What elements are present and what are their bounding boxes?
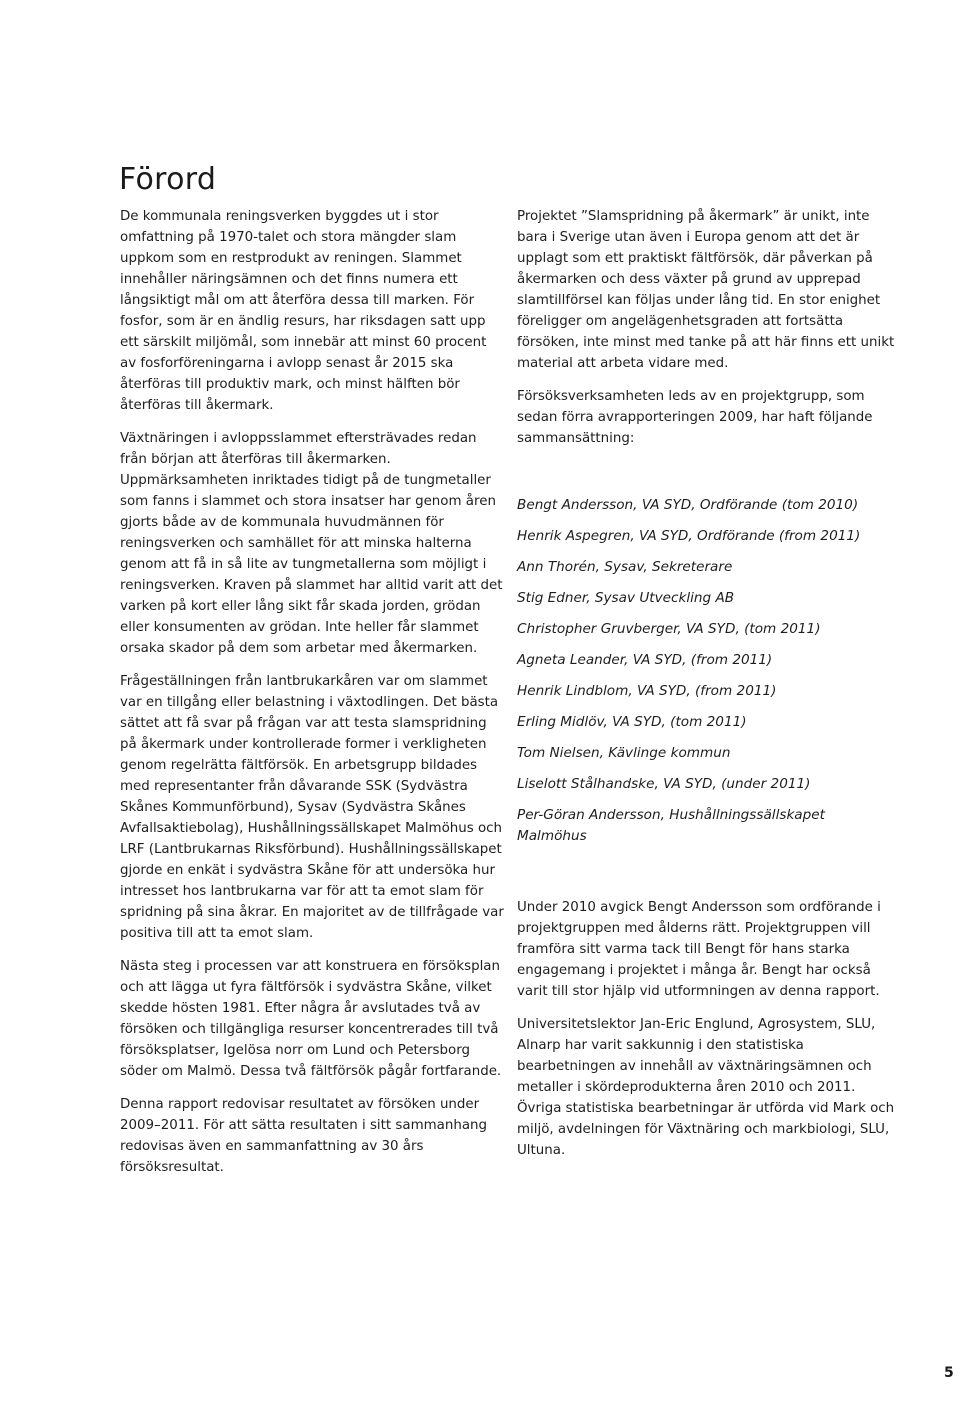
paragraph: Frågeställningen från lantbrukarkåren var om slammet var en tillgång eller belastning i växtodlingen. Det bästa sättet att få svar på frågan var att testa slamspridning på åkermark under kontrollerade former i verkligheten genom regelrätta fältförsök. En arbetsgrupp bildades med representanter från dåvarande SSK (Sydvästra Skånes Kommunförbund), Sysav (Sydvästra Skånes Avfallsaktiebolag), Hushållningssällskapet Malmöhus och LRF (Lantbrukarnas Riksförbund). Hushållningssällskapet gjorde en enkät i sydvästra Skåne för att undersöka hur intresset hos lantbrukarna var för att ta emot slam för spridning på sina åkrar. En majoritet av de tillfrågade var positiva till att ta emot slam. <box>120 674 504 941</box>
paragraph: Projektet ”Slamspridning på åkermark” är unikt, inte bara i Sverige utan även i Europa genom att det är upplagt som ett praktiskt fältförsök, där påverkan på åkermarken och dess växter på grund av upprepad slamtillförsel kan följas under lång tid. En stor enighet föreligger om angelägenhetsgraden att fortsätta försöken, inte minst med tanke på att här finns ett unikt material att arbeta vidare med. <box>517 209 895 371</box>
paragraph: Universitetslektor Jan-Eric Englund, Agrosystem, SLU, Alnarp har varit sakkunnig i den statistiska bearbetningen av innehåll av växtnäringsämnen och metaller i skördeprodukterna åren 2010 och 2011. Övriga statistiska bearbetningar är utförda vid Mark och miljö, avdelningen för Växtnäring och markbiologi, SLU, Ultuna. <box>517 1017 895 1158</box>
paragraph: Försöksverksamheten leds av en projektgrupp, som sedan förra avrapporteringen 2009, har haft följande sammansättning: <box>517 389 873 446</box>
member-item: Tom Nielsen, Kävlinge kommun <box>517 745 731 761</box>
right-column <box>517 206 897 1173</box>
member-item: Stig Edner, Sysav Utveckling AB <box>517 590 735 606</box>
spacer <box>517 857 897 897</box>
member-item: Bengt Andersson, VA SYD, Ordförande (tom 2010) <box>517 497 859 513</box>
member-item: Henrik Aspegren, VA SYD, Ordförande (from 2011) <box>517 528 861 544</box>
left-column <box>120 206 505 1190</box>
member-item: Liselott Stålhandske, VA SYD, (under 2011) <box>517 776 811 792</box>
page-number: 5 <box>944 1365 954 1381</box>
paragraph: Under 2010 avgick Bengt Andersson som ordförande i projektgruppen med ålderns rätt. Projektgruppen vill framföra sitt varma tack till Bengt för hans starka engagemang i projektet i många år. Bengt har också varit till stor hjälp vid utformningen av denna rapport. <box>517 900 881 999</box>
paragraph: De kommunala reningsverken byggdes ut i stor omfattning på 1970-talet och stora mängder slam uppkom som en restprodukt av reningen. Slammet innehåller näringsämnen och det finns numera ett långsiktigt mål om att återföra dessa till marken. För fosfor, som är en ändlig resurs, har riksdagen satt upp ett särskilt miljömål, som innebär att minst 60 procent av fosforföreningarna i avlopp senast år 2015 ska återföras till produktiv mark, och minst hälften bör återföras till åkermark. <box>120 209 487 413</box>
member-item: Per-Göran Andersson, Hushållningssällskapet Malmöhus <box>517 807 825 844</box>
member-item: Christopher Gruvberger, VA SYD, (tom 2011) <box>517 621 821 637</box>
project-group-list <box>517 495 897 847</box>
member-item: Henrik Lindblom, VA SYD, (from 2011) <box>517 683 777 699</box>
paragraph: Denna rapport redovisar resultatet av försöken under 2009–2011. För att sätta resultaten i sitt sammanhang redovisas även en sammanfattning av 30 års försöksresultat. <box>120 1097 488 1175</box>
paragraph: Växtnäringen i avloppsslammet eftersträvades redan från början att återföras till åkermarken. Uppmärksamheten inriktades tidigt på de tungmetaller som fanns i slammet och stora insatser har genom åren gjorts både av de kommunala huvudmännen för reningsverken och samhället för att minska halterna genom att få in så lite av tungmetallerna som möjligt i reningsverken. Kraven på slammet har alltid varit att det varken på kort eller lång sikt får skada jorden, grödan eller konsumenten av grödan. Inte heller får slammet orsaka skador på dem som arbetar med åkermarken. <box>120 431 503 656</box>
member-item: Ann Thorén, Sysav, Sekreterare <box>517 559 733 575</box>
member-item: Erling Midlöv, VA SYD, (tom 2011) <box>517 714 747 730</box>
page-title: Förord <box>119 162 217 197</box>
paragraph: Nästa steg i processen var att konstruera en försöksplan och att lägga ut fyra fältförsök i sydvästra Skåne, vilket skedde hösten 1981. Efter några år avslutades två av försöken och tillgängliga resurser koncentrerades till två försöksplatser, Igelösa norr om Lund och Petersborg söder om Malmö. Dessa två fältförsök pågår fortfarande. <box>120 959 502 1079</box>
member-item: Agneta Leander, VA SYD, (from 2011) <box>517 652 773 668</box>
